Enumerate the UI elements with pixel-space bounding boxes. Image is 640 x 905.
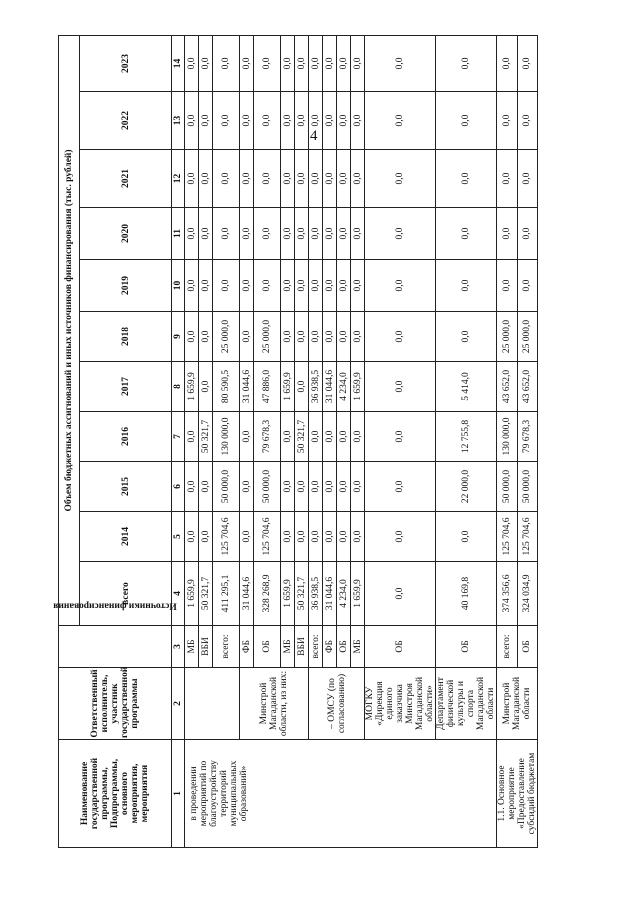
value-cell: 0,0	[365, 512, 436, 562]
value-cell: 0,0	[365, 150, 436, 208]
value-cell: 50 321,7	[199, 562, 213, 626]
value-cell: 0,0	[213, 35, 240, 91]
value-cell: 0,0	[497, 260, 518, 312]
value-cell: 0,0	[351, 412, 365, 462]
value-cell: 0,0	[295, 260, 309, 312]
value-cell: 12 755,8	[436, 412, 497, 462]
value-cell: 0,0	[497, 35, 518, 91]
value-cell: 324 034,9	[517, 562, 538, 626]
value-cell: 1 659,9	[281, 562, 295, 626]
value-cell: 411 295,1	[213, 562, 240, 626]
value-cell: 0,0	[436, 35, 497, 91]
source-cell: ВБИ	[295, 626, 309, 668]
value-cell: 31 044,6	[240, 362, 254, 412]
value-cell: 0,0	[323, 260, 337, 312]
source-cell: МБ	[351, 626, 365, 668]
value-cell: 31 044,6	[240, 562, 254, 626]
value-cell: 0,0	[323, 462, 337, 512]
value-cell: 125 704,6	[213, 512, 240, 562]
value-cell: 0,0	[309, 208, 323, 260]
value-cell: 0,0	[281, 312, 295, 362]
value-cell: 0,0	[213, 208, 240, 260]
table-row	[436, 35, 497, 847]
year-header: 2016	[80, 412, 172, 462]
value-cell: 0,0	[254, 35, 281, 91]
column-number: 4	[172, 562, 185, 626]
value-cell: 0,0	[213, 150, 240, 208]
value-cell: 0,0	[199, 260, 213, 312]
value-cell: 1 659,9	[185, 362, 199, 412]
executor-blank	[185, 668, 240, 740]
year-header: 2015	[80, 462, 172, 512]
source-cell: ОБ	[517, 626, 538, 668]
value-cell: 0,0	[240, 92, 254, 150]
value-cell: 0,0	[365, 92, 436, 150]
value-cell: 0,0	[240, 512, 254, 562]
column-number: 6	[172, 462, 185, 512]
rotated-page	[53, 36, 542, 848]
value-cell: 0,0	[185, 412, 199, 462]
value-cell: 0,0	[281, 92, 295, 150]
value-cell: 0,0	[281, 150, 295, 208]
executor-minstroy: Минстрой Магаданской области, из них:	[240, 668, 309, 740]
year-header: 2020	[80, 208, 172, 260]
column-number: 7	[172, 412, 185, 462]
year-header: 2022	[80, 92, 172, 150]
value-cell: 50 000,0	[213, 462, 240, 512]
source-cell: ОБ	[254, 626, 281, 668]
value-cell: 0,0	[199, 312, 213, 362]
value-cell: 80 590,5	[213, 362, 240, 412]
column-number: 14	[172, 35, 185, 91]
value-cell: 0,0	[517, 260, 538, 312]
value-cell: 125 704,6	[517, 512, 538, 562]
value-cell: 0,0	[185, 208, 199, 260]
value-cell: 0,0	[365, 462, 436, 512]
value-cell: 0,0	[517, 208, 538, 260]
executor-minstroy-2: Минстрой Магаданской области	[497, 668, 538, 740]
column-number: 2	[172, 668, 185, 740]
value-cell: 0,0	[337, 260, 351, 312]
value-cell: 0,0	[240, 462, 254, 512]
year-header: 2019	[80, 260, 172, 312]
value-cell: 0,0	[351, 208, 365, 260]
year-header: 2023	[80, 35, 172, 91]
value-cell: 0,0	[365, 35, 436, 91]
value-cell: 0,0	[281, 260, 295, 312]
value-cell: 36 938,5	[309, 362, 323, 412]
value-cell: 0,0	[185, 512, 199, 562]
column-number: 10	[172, 260, 185, 312]
column-number: 8	[172, 362, 185, 412]
value-cell: 0,0	[199, 35, 213, 91]
value-cell: 47 886,0	[254, 362, 281, 412]
header-name: Наименование государственной программы, Подпрограммы, основного мероприятия, мероприятия	[59, 740, 172, 848]
source-cell: всего:	[309, 626, 323, 668]
value-cell: 0,0	[309, 462, 323, 512]
value-cell: 25 000,0	[517, 312, 538, 362]
value-cell: 0,0	[351, 35, 365, 91]
value-cell: 0,0	[309, 35, 323, 91]
value-cell: 0,0	[185, 92, 199, 150]
value-cell: 0,0	[351, 462, 365, 512]
value-cell: 0,0	[436, 260, 497, 312]
column-number: 13	[172, 92, 185, 150]
value-cell: 0,0	[436, 208, 497, 260]
value-cell: 0,0	[240, 260, 254, 312]
header-executor: Ответственный исполнитель, участник государственной программы	[59, 668, 172, 740]
value-cell: 0,0	[337, 92, 351, 150]
value-cell: 0,0	[337, 412, 351, 462]
year-header: всего	[80, 562, 172, 626]
value-cell: 0,0	[309, 150, 323, 208]
value-cell: 0,0	[199, 150, 213, 208]
value-cell: 0,0	[497, 92, 518, 150]
value-cell: 25 000,0	[213, 312, 240, 362]
year-header: 2018	[80, 312, 172, 362]
value-cell: 328 268,9	[254, 562, 281, 626]
value-cell: 25 000,0	[254, 312, 281, 362]
table-row	[497, 35, 518, 847]
value-cell: 31 044,6	[323, 362, 337, 412]
source-cell: ФБ	[323, 626, 337, 668]
value-cell: 130 000,0	[497, 412, 518, 462]
executor-omsu: – ОМСУ (по согласованию)	[309, 668, 365, 740]
value-cell: 0,0	[213, 260, 240, 312]
source-cell: ОБ	[365, 626, 436, 668]
source-cell: ОБ	[337, 626, 351, 668]
source-cell: ВБИ	[199, 626, 213, 668]
value-cell: 0,0	[365, 362, 436, 412]
value-cell: 0,0	[365, 312, 436, 362]
column-number: 12	[172, 150, 185, 208]
value-cell: 4 234,0	[337, 362, 351, 412]
value-cell: 0,0	[254, 92, 281, 150]
value-cell: 0,0	[323, 35, 337, 91]
table-row	[309, 35, 323, 847]
value-cell: 0,0	[185, 312, 199, 362]
value-cell: 0,0	[351, 92, 365, 150]
value-cell: 0,0	[295, 92, 309, 150]
value-cell: 1 659,9	[185, 562, 199, 626]
year-header: 2021	[80, 150, 172, 208]
value-cell: 0,0	[323, 512, 337, 562]
value-cell: 0,0	[309, 312, 323, 362]
value-cell: 0,0	[295, 208, 309, 260]
value-cell: 0,0	[517, 92, 538, 150]
value-cell: 0,0	[240, 208, 254, 260]
value-cell: 40 169,8	[436, 562, 497, 626]
value-cell: 0,0	[436, 512, 497, 562]
value-cell: 130 000,0	[213, 412, 240, 462]
value-cell: 0,0	[281, 208, 295, 260]
value-cell: 0,0	[281, 512, 295, 562]
value-cell: 50 321,7	[295, 412, 309, 462]
value-cell: 0,0	[436, 150, 497, 208]
value-cell: 0,0	[185, 260, 199, 312]
value-cell: 0,0	[323, 412, 337, 462]
year-header: 2017	[80, 362, 172, 412]
value-cell: 0,0	[309, 92, 323, 150]
column-number: 11	[172, 208, 185, 260]
column-number: 3	[172, 626, 185, 668]
source-cell: МБ	[185, 626, 199, 668]
value-cell: 0,0	[199, 462, 213, 512]
executor-mogku: МОГКУ «Дирекция единого заказчика Минстроя Магаданской области»	[365, 668, 436, 740]
value-cell: 50 321,7	[199, 412, 213, 462]
year-header: 2014	[80, 512, 172, 562]
value-cell: 0,0	[517, 150, 538, 208]
header-source: Источники финансирования	[59, 626, 172, 668]
value-cell: 0,0	[436, 92, 497, 150]
value-cell: 0,0	[185, 35, 199, 91]
item-name-cont: в проведении мероприятий по благоустройству территорий муниципальных образований»	[185, 740, 497, 848]
value-cell: 0,0	[240, 35, 254, 91]
value-cell: 0,0	[337, 150, 351, 208]
value-cell: 0,0	[281, 462, 295, 512]
page-number: 4	[310, 128, 318, 144]
value-cell: 0,0	[351, 150, 365, 208]
source-cell: всего:	[497, 626, 518, 668]
column-number: 9	[172, 312, 185, 362]
value-cell: 0,0	[295, 35, 309, 91]
value-cell: 0,0	[309, 412, 323, 462]
value-cell: 0,0	[323, 312, 337, 362]
value-cell: 0,0	[365, 208, 436, 260]
value-cell: 0,0	[254, 208, 281, 260]
value-cell: 43 652,0	[517, 362, 538, 412]
value-cell: 50 000,0	[254, 462, 281, 512]
value-cell: 0,0	[199, 208, 213, 260]
value-cell: 79 678,3	[254, 412, 281, 462]
value-cell: 0,0	[295, 462, 309, 512]
value-cell: 0,0	[240, 150, 254, 208]
value-cell: 50 321,7	[295, 562, 309, 626]
value-cell: 0,0	[199, 512, 213, 562]
value-cell: 0,0	[497, 208, 518, 260]
value-cell: 0,0	[309, 260, 323, 312]
value-cell: 0,0	[323, 208, 337, 260]
value-cell: 0,0	[213, 92, 240, 150]
value-cell: 1 659,9	[351, 562, 365, 626]
value-cell: 125 704,6	[254, 512, 281, 562]
value-cell: 0,0	[351, 260, 365, 312]
value-cell: 0,0	[295, 150, 309, 208]
value-cell: 0,0	[337, 35, 351, 91]
value-cell: 5 414,0	[436, 362, 497, 412]
value-cell: 0,0	[281, 412, 295, 462]
value-cell: 0,0	[254, 260, 281, 312]
value-cell: 1 659,9	[351, 362, 365, 412]
value-cell: 0,0	[254, 150, 281, 208]
value-cell: 0,0	[240, 412, 254, 462]
source-cell: ОБ	[436, 626, 497, 668]
value-cell: 36 938,5	[309, 562, 323, 626]
value-cell: 0,0	[323, 92, 337, 150]
value-cell: 0,0	[281, 35, 295, 91]
value-cell: 43 652,0	[497, 362, 518, 412]
column-number: 1	[172, 740, 185, 848]
table-row	[185, 35, 199, 847]
value-cell: 50 000,0	[497, 462, 518, 512]
value-cell: 0,0	[323, 150, 337, 208]
item-1-1-name: 1.1. Основное мероприятие «Предоставление субсидий бюджетам	[497, 740, 538, 848]
table-row	[365, 35, 436, 847]
header-funding: Объем бюджетных ассигнований и иных источников финансирования (тыс. рублей)	[59, 35, 80, 625]
value-cell: 0,0	[240, 312, 254, 362]
value-cell: 0,0	[351, 312, 365, 362]
value-cell: 1 659,9	[281, 362, 295, 412]
value-cell: 0,0	[436, 312, 497, 362]
value-cell: 31 044,6	[323, 562, 337, 626]
value-cell: 125 704,6	[497, 512, 518, 562]
value-cell: 374 356,6	[497, 562, 518, 626]
source-cell: ФБ	[240, 626, 254, 668]
value-cell: 0,0	[337, 512, 351, 562]
value-cell: 0,0	[365, 412, 436, 462]
value-cell: 0,0	[199, 92, 213, 150]
source-cell: МБ	[281, 626, 295, 668]
value-cell: 0,0	[309, 512, 323, 562]
value-cell: 0,0	[351, 512, 365, 562]
table-row	[240, 35, 254, 847]
value-cell: 0,0	[185, 462, 199, 512]
value-cell: 0,0	[295, 512, 309, 562]
source-cell: всего:	[213, 626, 240, 668]
funding-table	[53, 35, 538, 848]
value-cell: 79 678,3	[517, 412, 538, 462]
value-cell: 0,0	[295, 362, 309, 412]
value-cell: 0,0	[337, 462, 351, 512]
value-cell: 4 234,0	[337, 562, 351, 626]
value-cell: 0,0	[337, 312, 351, 362]
value-cell: 22 000,0	[436, 462, 497, 512]
value-cell: 0,0	[517, 35, 538, 91]
value-cell: 0,0	[337, 208, 351, 260]
value-cell: 50 000,0	[517, 462, 538, 512]
value-cell: 0,0	[185, 150, 199, 208]
value-cell: 0,0	[199, 362, 213, 412]
value-cell: 0,0	[365, 260, 436, 312]
column-number: 5	[172, 512, 185, 562]
value-cell: 0,0	[295, 312, 309, 362]
value-cell: 25 000,0	[497, 312, 518, 362]
executor-dept: Департамент физической культуры и спорта Магаданской области	[436, 668, 497, 740]
value-cell: 0,0	[497, 150, 518, 208]
value-cell: 0,0	[365, 562, 436, 626]
